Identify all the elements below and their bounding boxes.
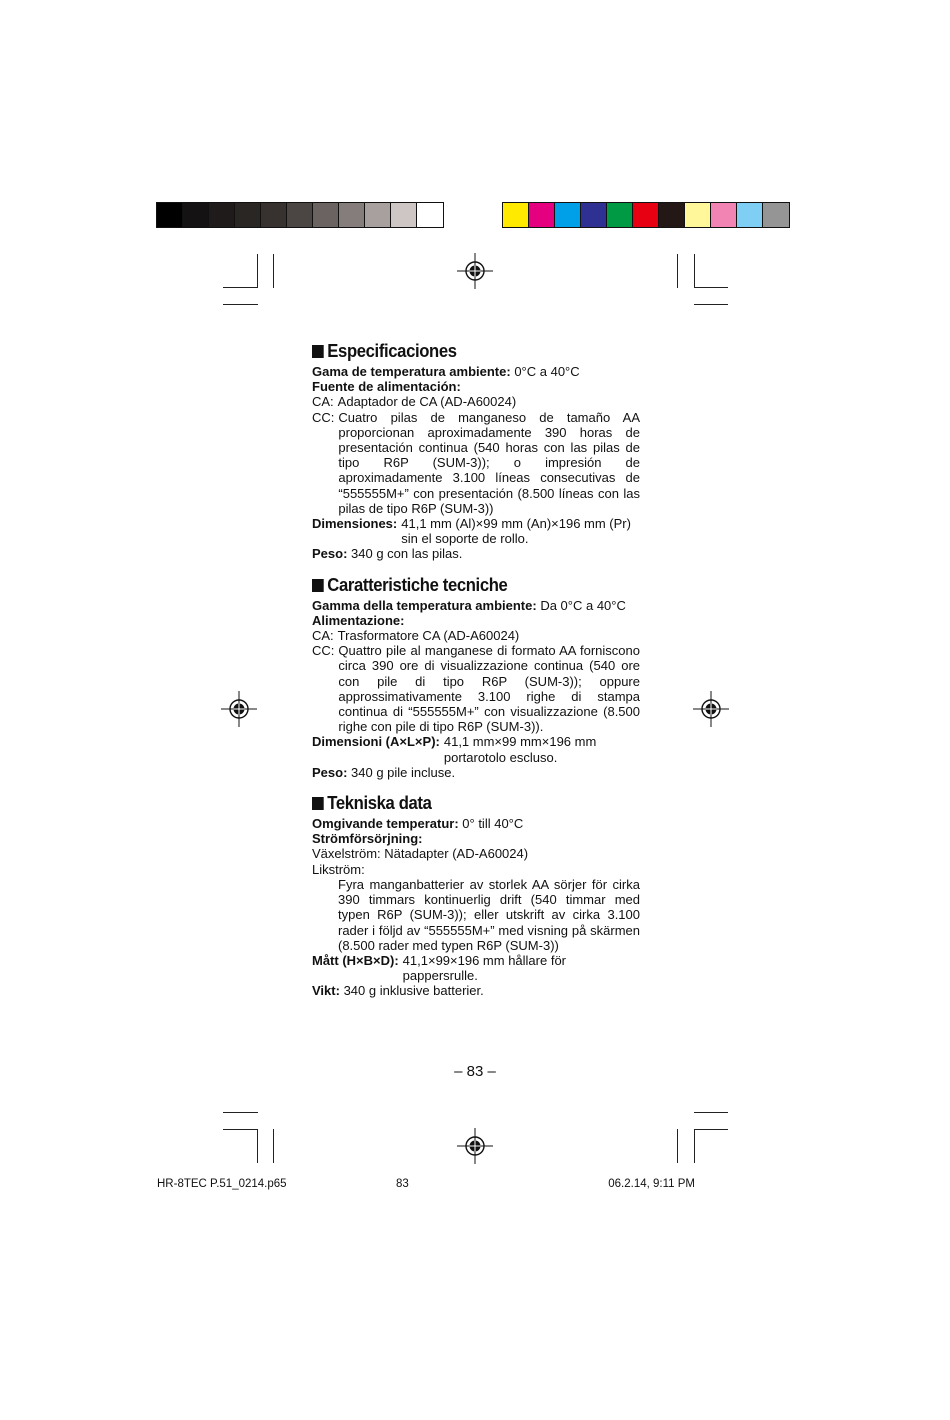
- power-label: Fuente de alimentación:: [312, 379, 461, 395]
- ac-label: Växelström:: [312, 846, 381, 862]
- color-swatch: [659, 203, 685, 227]
- dc-label: Likström:: [312, 861, 365, 877]
- grayscale-color-bar: [156, 202, 444, 228]
- dimensions-label: Dimensiones:: [312, 516, 398, 532]
- spec-section-swedish: [312, 792, 640, 998]
- ac-label: CA:: [312, 628, 334, 644]
- ac-value: Nätadapter (AD-A60024): [384, 846, 529, 862]
- dimensions-value: 41,1 mm×99 mm×196 mm portarotolo escluso.: [443, 734, 597, 765]
- color-swatch: [685, 203, 711, 227]
- temp-label: Omgivande temperatur:: [312, 816, 459, 832]
- crop-mark: [694, 304, 728, 305]
- power-label: Alimentazione:: [312, 612, 405, 628]
- color-swatch: [287, 203, 313, 227]
- section-title: Tekniska data: [327, 792, 432, 814]
- temp-value: Da 0°C a 40°C: [540, 597, 626, 613]
- color-swatch: [313, 203, 339, 227]
- registration-mark-icon: [457, 1128, 493, 1164]
- registration-mark-icon: [221, 691, 257, 727]
- color-swatch: [209, 203, 235, 227]
- crop-mark: [677, 254, 678, 288]
- registration-mark-icon: [457, 253, 493, 289]
- dimensions-label: Dimensioni (A×L×P):: [312, 734, 440, 750]
- dc-label: CC:: [312, 409, 335, 425]
- ac-value: Trasformatore CA (AD-A60024): [337, 628, 520, 644]
- color-swatch: [581, 203, 607, 227]
- weight-value: 340 g pile incluse.: [351, 764, 456, 780]
- crop-mark: [257, 254, 258, 288]
- temp-label: Gamma della temperatura ambiente:: [312, 597, 537, 613]
- color-swatch: [711, 203, 737, 227]
- color-swatch: [183, 203, 209, 227]
- temp-label: Gama de temperatura ambiente:: [312, 364, 511, 379]
- weight-label: Vikt:: [312, 983, 340, 999]
- color-swatch: [391, 203, 417, 227]
- color-swatch: [339, 203, 365, 227]
- weight-value: 340 g inklusive batterier.: [343, 983, 484, 999]
- temp-value: 0° till 40°C: [462, 816, 524, 832]
- color-swatch: [529, 203, 555, 227]
- dimensions-value: 41,1 mm (Al)×99 mm (An)×196 mm (Pr) sin el soporte de rollo.: [401, 516, 631, 547]
- crop-mark: [694, 1129, 728, 1130]
- spec-section-spanish: [312, 340, 640, 562]
- crop-mark: [223, 287, 258, 288]
- crop-mark: [694, 254, 695, 288]
- ac-label: CA:: [312, 394, 334, 410]
- footer-page: 83: [396, 1178, 409, 1190]
- color-swatch: [503, 203, 529, 227]
- page-number: – 83 –: [454, 1063, 496, 1080]
- temp-value: 0°C a 40°C: [514, 364, 580, 379]
- section-heading: [312, 792, 607, 814]
- crop-mark: [273, 254, 274, 288]
- dc-value: Fyra manganbatterier av storlek AA sörjer för cirka 390 timmars kontinuerlig drift (540 timmar med typen R6P (SUM-3)); eller utskrift av cirka 3.100 rader i följd av “555555M+” med visning på skärmen (8.500 rader med typen R6P (SUM-3)): [338, 876, 640, 953]
- dc-label: CC:: [312, 643, 335, 659]
- color-swatch: [261, 203, 287, 227]
- weight-value: 340 g con las pilas.: [351, 546, 463, 562]
- bullet-square-icon: [312, 345, 324, 358]
- crop-mark: [273, 1129, 274, 1163]
- section-title: Especificaciones: [327, 340, 457, 361]
- power-label: Strömförsörjning:: [312, 831, 423, 847]
- spec-section-italian: [312, 574, 640, 780]
- crop-mark: [257, 1129, 258, 1163]
- dimensions-label: Mått (H×B×D):: [312, 952, 399, 968]
- color-swatch: [157, 203, 183, 227]
- color-swatch: [365, 203, 391, 227]
- dimensions-value: 41,1×99×196 mm hållare för pappersrulle.: [402, 952, 566, 984]
- ac-value: Adaptador de CA (AD-A60024): [337, 394, 517, 410]
- section-heading: [312, 340, 607, 362]
- crop-mark: [694, 287, 728, 288]
- weight-label: Peso:: [312, 764, 348, 780]
- color-swatch: [235, 203, 261, 227]
- specifications-column: [312, 340, 640, 1011]
- crop-mark: [223, 1112, 258, 1113]
- bullet-square-icon: [312, 797, 324, 810]
- crop-mark: [694, 1112, 728, 1113]
- dc-value: Cuatro pilas de manganeso de tamaño AA proporcionan aproximadamente 390 horas de presentación continua (540 horas con las pilas de tipo R6P (SUM-3)); o impresión de aproximadamente 3.100 líneas consecutivas de “555555M+” con presentación (8.500 líneas con las pilas de tipo R6P (SUM-3)): [338, 409, 640, 516]
- crop-mark: [677, 1129, 678, 1163]
- weight-label: Peso:: [312, 546, 348, 562]
- color-swatch: [633, 203, 659, 227]
- color-swatch: [607, 203, 633, 227]
- footer-timestamp: 06.2.14, 9:11 PM: [608, 1178, 695, 1190]
- color-swatch: [417, 203, 443, 227]
- process-color-bar: [502, 202, 790, 228]
- color-swatch: [737, 203, 763, 227]
- section-title: Caratteristiche tecniche: [327, 573, 508, 595]
- bullet-square-icon: [312, 579, 324, 592]
- section-heading: [312, 574, 607, 596]
- color-swatch: [555, 203, 581, 227]
- footer-filename: HR-8TEC P.51_0214.p65: [157, 1178, 287, 1190]
- color-swatch: [763, 203, 789, 227]
- registration-mark-icon: [693, 691, 729, 727]
- crop-mark: [223, 304, 258, 305]
- dc-value: Quattro pile al manganese di formato AA forniscono circa 390 ore di visualizzazione continua (540 ore con pile di tipo R6P (SUM-3)); oppure approssimativamente 3.100 righe di stampa continua di “555555M+” con visualizzazione (8.500 righe con pile di tipo R6P (SUM-3)).: [338, 643, 640, 735]
- crop-mark: [223, 1129, 258, 1130]
- crop-mark: [694, 1129, 695, 1163]
